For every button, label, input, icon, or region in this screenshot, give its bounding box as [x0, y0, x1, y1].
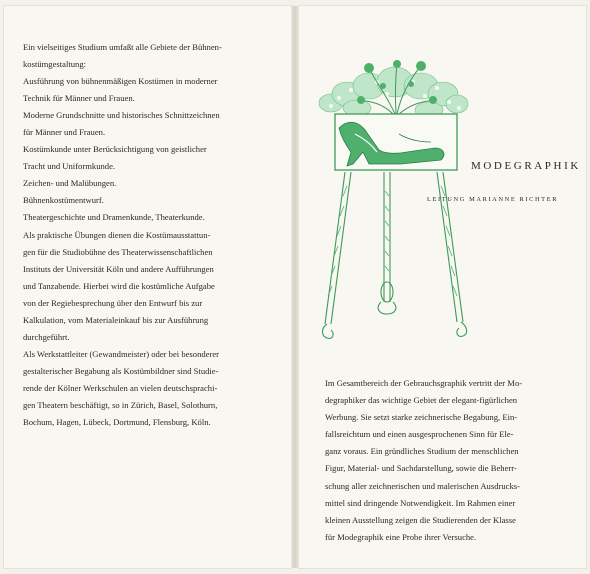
department-head: LEITUNG MARIANNE RICHTER — [427, 196, 559, 203]
text-line: rende der Kölner Werkschulen an vielen deutschsprachi- — [23, 382, 218, 393]
text-line: Als praktische Übungen dienen die Kostümausstattun- — [23, 229, 211, 240]
text-line: Ein vielseitiges Studium umfaßt alle Gebiete der Bühnen- — [23, 42, 222, 52]
text-line: degraphiker das wichtige Gebiet der elegant-figürlichen — [325, 395, 518, 406]
text-line: Kostümkunde unter Berücksichtigung von geistlicher — [23, 144, 207, 155]
right-page — [299, 6, 586, 568]
text-line: Als Werkstattleiter (Gewandmeister) oder bei besonderer — [23, 348, 220, 359]
text-line: Im Gesamtbereich der Gebrauchsgraphik vertritt der Mo- — [325, 378, 523, 388]
text-line: gen Theatern beschäftigt, so in Zürich, Basel, Solothurn, — [23, 399, 218, 410]
text-line: Zeichen- und Malübungen. — [23, 178, 117, 189]
page-gutter — [291, 6, 299, 568]
text-line: Theatergeschichte und Dramenkunde, Theaterkunde. — [23, 212, 205, 223]
text-line: Ausführung von bühnenmäßigen Kostümen in moderner — [23, 76, 218, 87]
text-line: kostümgestaltung: — [23, 59, 87, 70]
text-line: und Tanzabende. Hierbei wird die kostümliche Aufgabe — [23, 280, 215, 291]
shoe-easel-illustration-icon — [317, 56, 477, 356]
text-line: fallsreichtum und einen ausgesprochenen Sinn für Ele- — [325, 429, 514, 440]
text-line: durchgeführt. — [23, 331, 70, 342]
text-line: Tracht und Uniformkunde. — [23, 161, 116, 172]
text-line: Figur, Material- und Sachdarstellung, sowie die Beherr- — [325, 463, 517, 474]
text-line: Werbung. Sie setzt starke zeichnerische Begabung, Ein- — [325, 412, 518, 423]
text-line: Instituts der Universität Köln und andere Aufführungen — [23, 263, 214, 274]
text-line: Bochum, Hagen, Lübeck, Dortmund, Flensburg, Köln. — [23, 417, 211, 428]
department-title: MODEGRAPHIK — [471, 160, 581, 172]
text-line: Moderne Grundschnitte und historisches Schnittzeichnen — [23, 110, 220, 121]
left-page — [4, 6, 291, 568]
text-line: mittel sind dringende Notwendigkeit. Im Rahmen einer — [325, 497, 516, 508]
left-body-text — [23, 39, 279, 431]
text-line: schung aller zeichnerischen und malerischen Ausdrucks- — [325, 480, 520, 491]
text-line: von der Regiebesprechung über den Entwurf bis zur — [23, 297, 203, 308]
text-line: kleinen Ausstellung zeigen die Studierenden der Klasse — [325, 514, 516, 525]
text-line: Kalkulation, vom Materialeinkauf bis zur Ausführung — [23, 314, 209, 325]
text-line: gestalterischer Begabung als Kostümbildner sind Studie- — [23, 365, 219, 376]
right-body-text — [325, 375, 574, 546]
text-line: für Modegraphik eine Probe ihrer Versuche. — [325, 531, 477, 542]
text-line: für Männer und Frauen. — [23, 127, 106, 138]
text-line: ganz voraus. Ein gründliches Studium der menschlichen — [325, 446, 519, 457]
text-line: gen für die Studiobühne des Theaterwissenschaftlichen — [23, 246, 213, 257]
text-line: Bühnenkostümentwurf. — [23, 195, 104, 206]
text-line: Technik für Männer und Frauen. — [23, 93, 135, 104]
